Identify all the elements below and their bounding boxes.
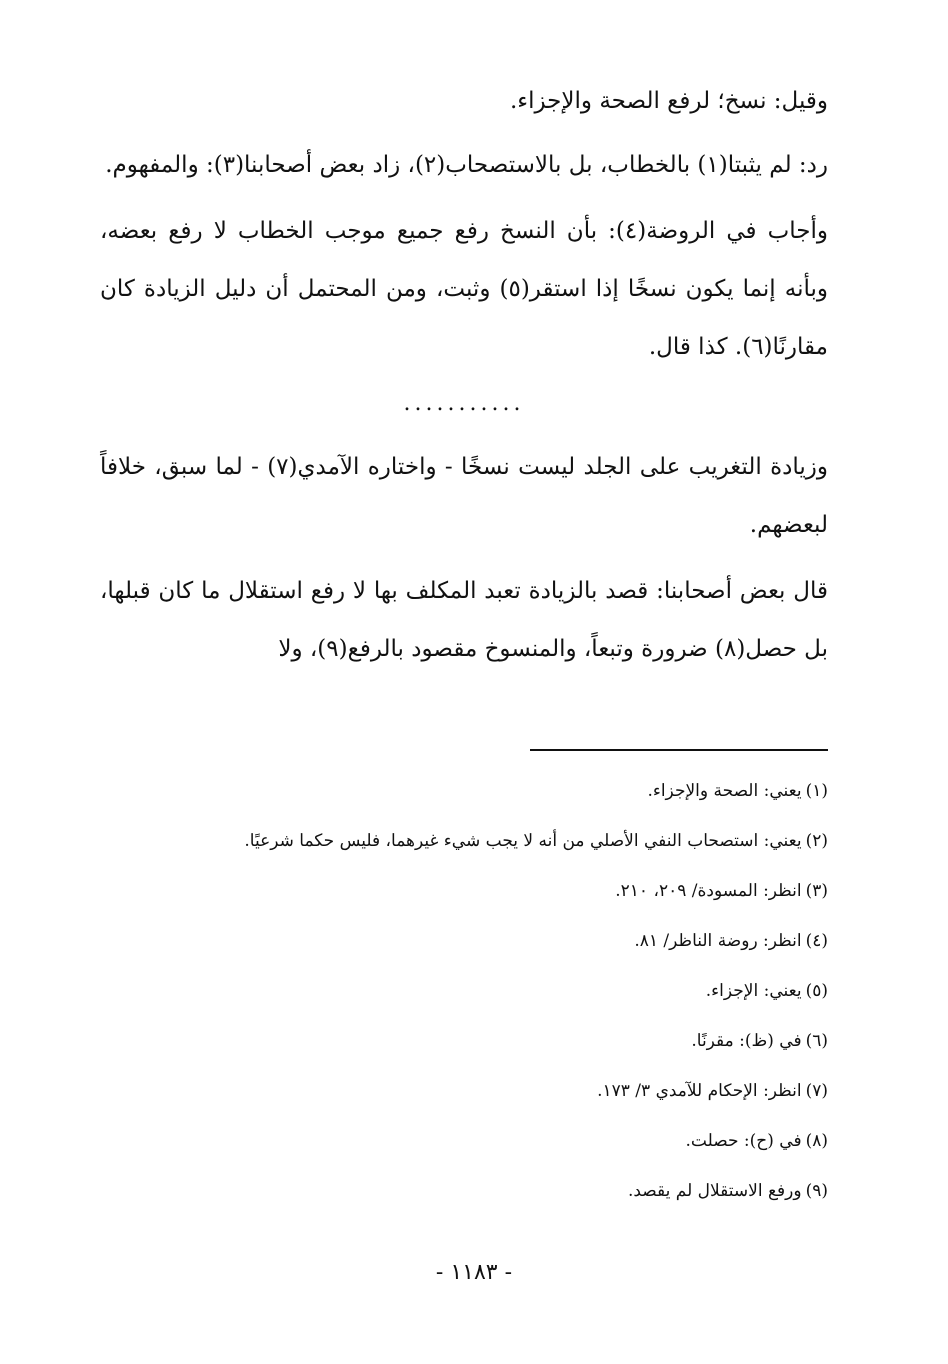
footnote-6 (100, 1016, 828, 1066)
paragraph-4: وزيادة التغريب على الجلد ليست نسخًا - واختاره الآمدي(٧) - لما سبق، خلافاً لبعضهم. (100, 454, 828, 538)
footnote-text: يعني: استصحاب النفي الأصلي من أنه لا يجب شيء غيرهما، فليس حكما شرعيًا. (244, 831, 802, 851)
footnote-2 (100, 816, 828, 866)
footnote-number: (٢) (805, 831, 828, 851)
footnote-text: انظر: المسودة/ ٢٠٩، ٢١٠. (615, 881, 802, 901)
footnote-text: ورفع الاستقلال لم يقصد. (627, 1181, 802, 1201)
footnote-number: (٧) (805, 1081, 828, 1101)
footnote-text: يعني: الإجزاء. (705, 981, 802, 1001)
footnotes (100, 766, 828, 1216)
footnote-text: في (ح): حصلت. (685, 1131, 802, 1151)
paragraph-5: قال بعض أصحابنا: قصد بالزيادة تعبد المكلف بها لا رفع استقلال ما كان قبلها، بل حصل(٨) ضرورة وتبعاً، والمنسوخ مقصود بالرفع(٩)، ولا (100, 578, 828, 662)
footnote-1 (100, 766, 828, 816)
footnote-5 (100, 966, 828, 1016)
footnote-8 (100, 1116, 828, 1166)
footnote-text: انظر: الإحكام للآمدي ٣/ ١٧٣. (597, 1081, 802, 1101)
footnote-number: (٥) (805, 981, 828, 1001)
footnote-number: (٣) (805, 881, 828, 901)
main-text (100, 72, 828, 686)
footnote-7 (100, 1066, 828, 1116)
section-separator: ........... (403, 391, 525, 416)
footnote-number: (١) (805, 781, 828, 801)
footnote-9 (100, 1166, 828, 1216)
footnote-text: في (ظ): مقرنًا. (691, 1031, 802, 1051)
paragraph-3: وأجاب في الروضة(٤): بأن النسخ رفع جميع موجب الخطاب لا رفع بعضه، وبأنه إنما يكون نسخًا إذا استقر(٥) وثبت، ومن المحتمل أن دليل الزيادة كان مقارنًا(٦). كذا قال. (100, 218, 828, 360)
footnote-text: يعني: الصحة والإجزاء. (647, 781, 802, 801)
footnote-3 (100, 866, 828, 916)
paragraph-1: وقيل: نسخ؛ لرفع الصحة والإجزاء. (509, 88, 828, 114)
footnote-number: (٩) (805, 1181, 828, 1201)
page-number: - ١١٨٣ - (435, 1260, 513, 1285)
footnote-number: (٤) (805, 931, 828, 951)
footnote-4 (100, 916, 828, 966)
footnote-number: (٨) (805, 1131, 828, 1151)
footnote-text: انظر: روضة الناظر/ ٨١. (634, 931, 802, 951)
footnote-number: (٦) (805, 1031, 828, 1051)
footnote-divider (530, 749, 828, 751)
paragraph-2: رد: لم يثبتا(١) بالخطاب، بل بالاستصحاب(٢)، زاد بعض أصحابنا(٣): والمفهوم. (105, 152, 828, 178)
